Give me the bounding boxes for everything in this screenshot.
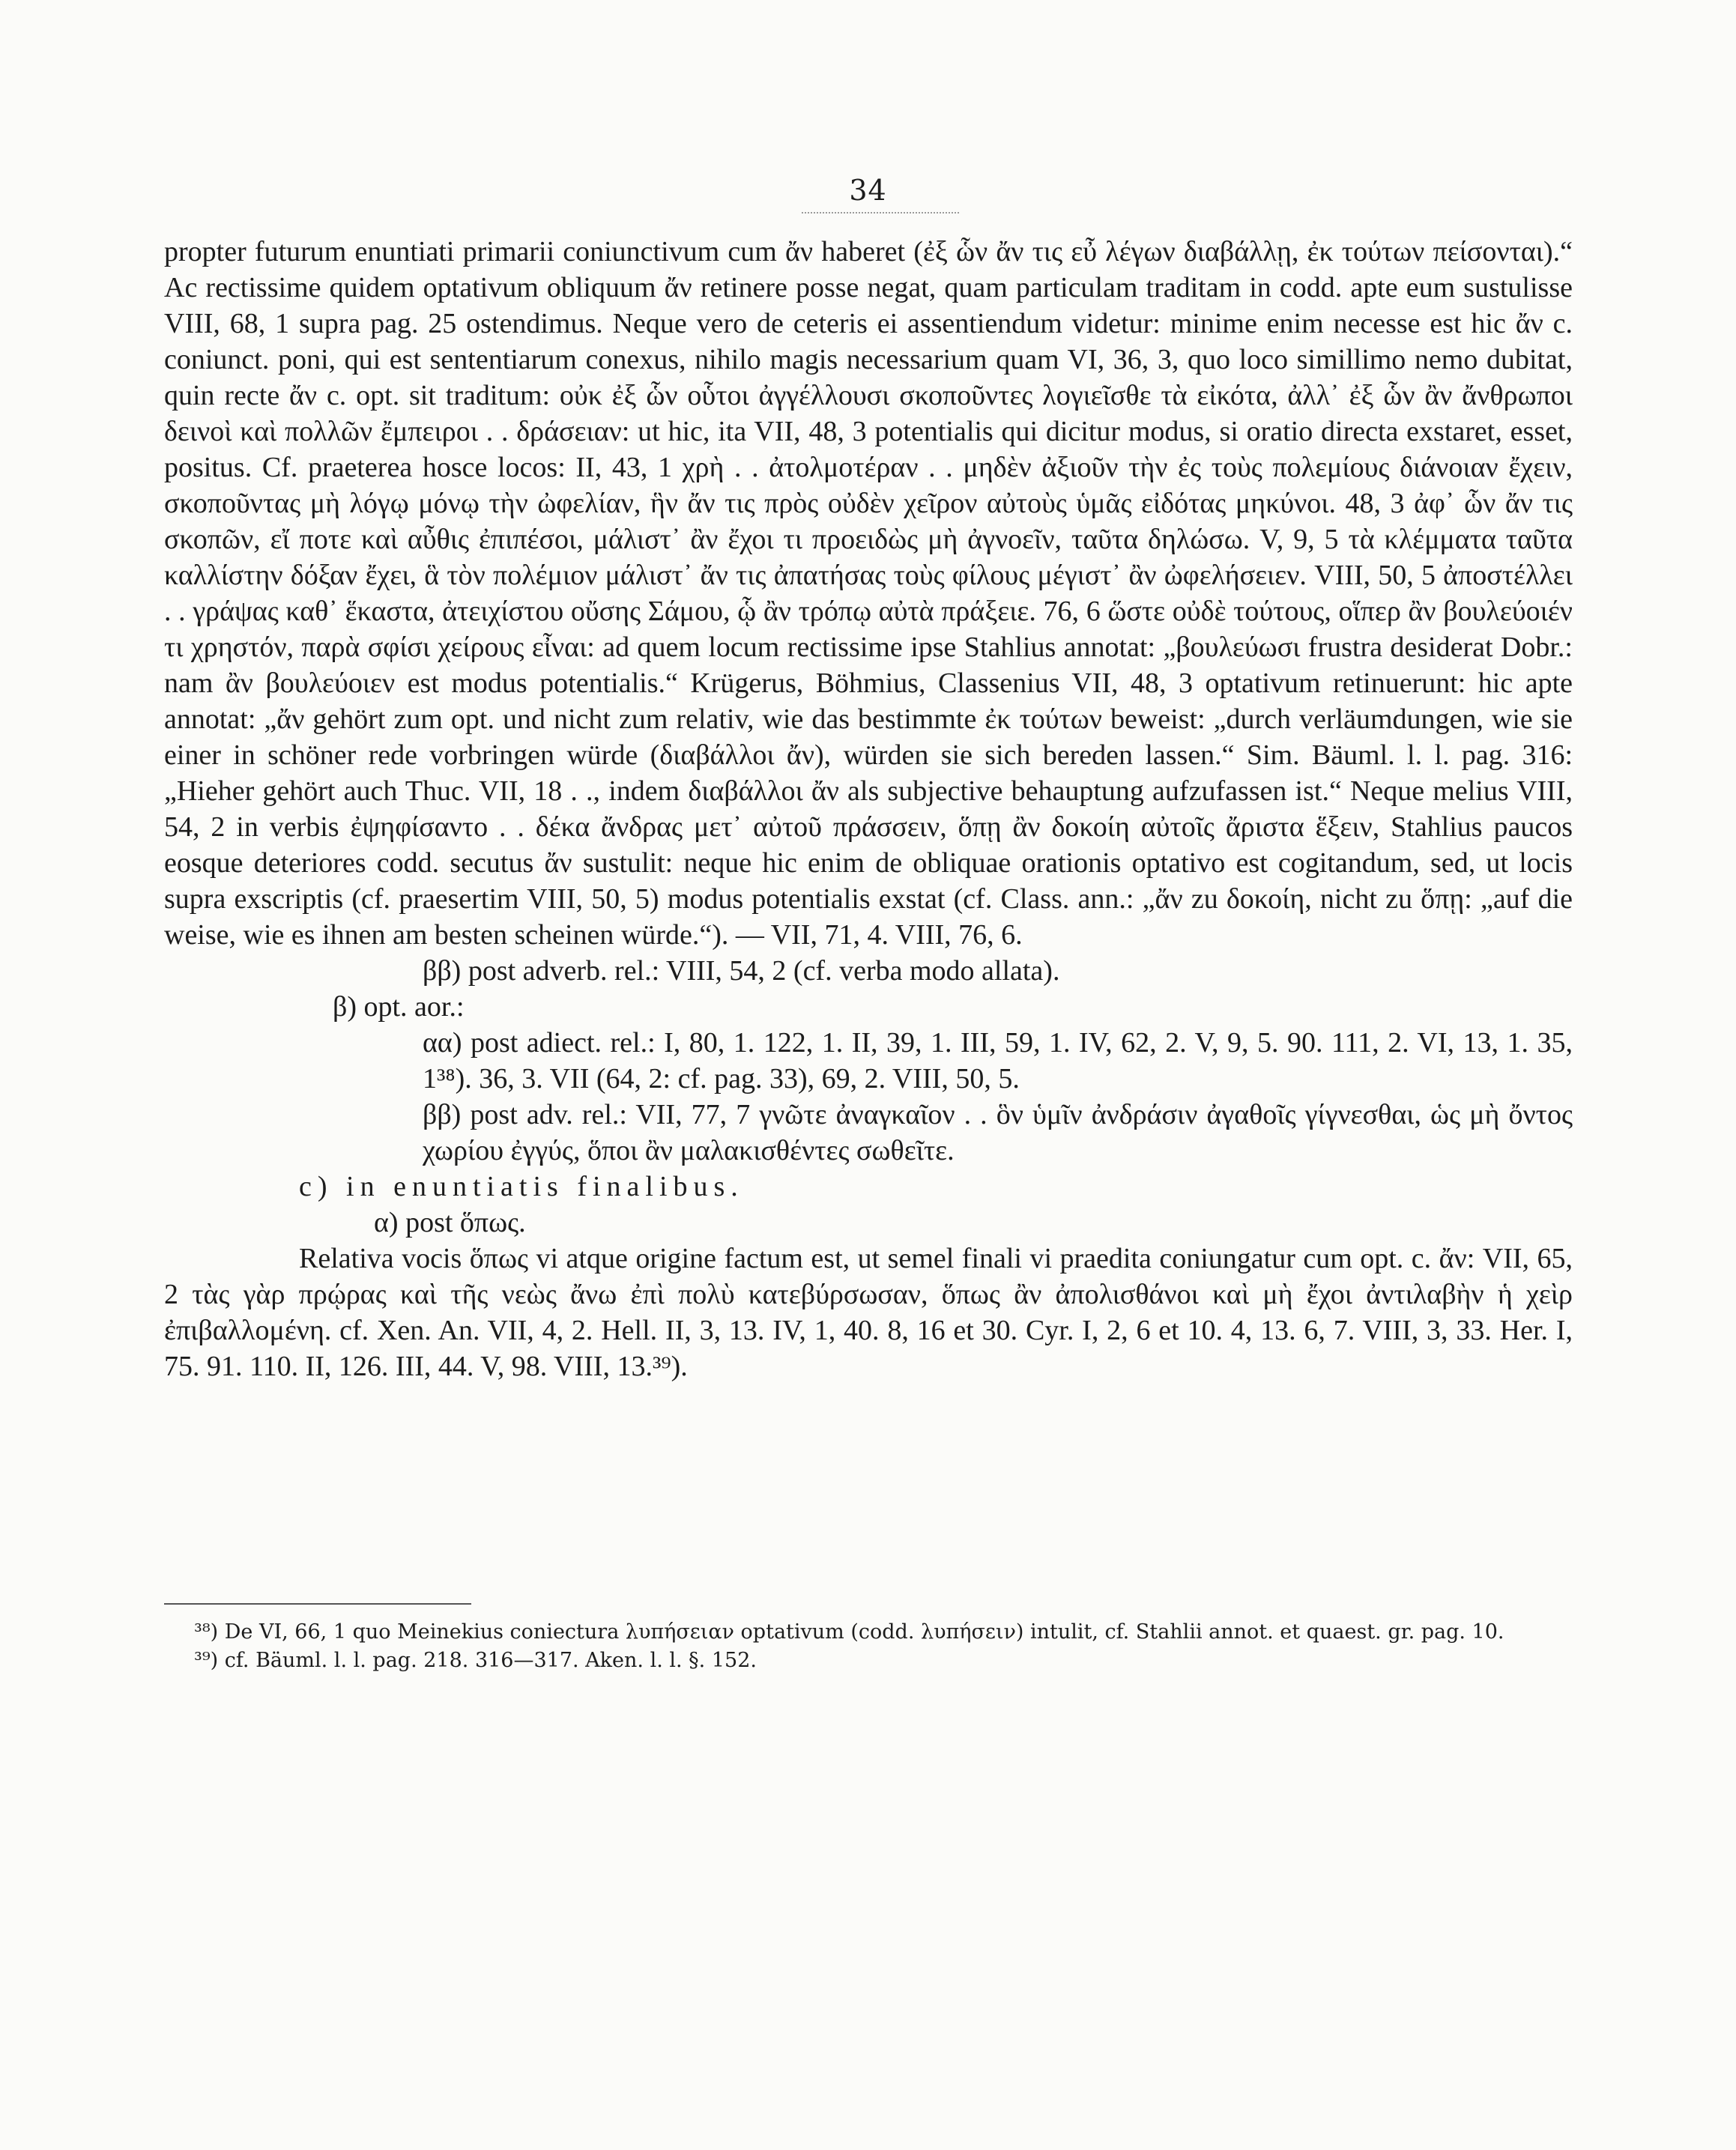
- list-item-b-opt-aor: β) opt. aor.:: [333, 991, 465, 1023]
- paragraph-main: propter futurum enuntiati primarii coniunctivum cum ἄν haberet (ἐξ ὧν ἄν τις εὖ λέγων διαβάλλῃ, ἐκ τούτων πείσονται).“ Ac rectissime quidem optativum obliquum ἄν retinere posse negat, quam particulam traditam in codd. apte eum sustulisse VIII, 68, 1 supra pag. 25 ostendimus. Neque vero de ceteris ei assentiendum videtur: minime enim necesse est hic ἄν c. coniunct. poni, qui est sententiarum conexus, nihilo magis necessarium quam VI, 36, 3, quo loco simillimo nemo dubitat, quin recte ἄν c. opt. sit traditum: οὐκ ἐξ ὧν οὗτοι ἀγγέλλουσι σκοποῦντες λογιεῖσθε τὰ εἰκότα, ἀλλ᾽ ἐξ ὧν ἂν ἄνθρωποι δεινοὶ καὶ πολλῶν ἔμπειροι . . δράσειαν: ut hic, ita VII, 48, 3 potentialis qui dicitur modus, si oratio directa exstaret, esset, positus. Cf. praeterea hosce locos: II, 43, 1 χρὴ . . ἀτολμοτέραν . . μηδὲν ἀξιοῦν τὴν ἐς τοὺς πολεμίους διάνοιαν ἔχειν, σκοποῦντας μὴ λόγῳ μόνῳ τὴν ὠφελίαν, ἣν ἄν τις πρὸς οὐδὲν χεῖρον αὐτοὺς ὑμᾶς εἰδότας μηκύνοι. 48, 3 ἀφ᾽ ὧν ἄν τις σκοπῶν, εἴ ποτε καὶ αὖθις ἐπιπέσοι, μάλιστ᾽ ἂν ἔχοι τι προειδὼς μὴ ἀγνοεῖν, ταῦτα δηλώσω. V, 9, 5 τὰ κλέμματα ταῦτα καλλίστην δόξαν ἔχει, ἃ τὸν πολέμιον μάλιστ᾽ ἄν τις ἀπατήσας τοὺς φίλους μέγιστ᾽ ἂν ὠφελήσειεν. VIII, 50, 5 ἀποστέλλει . . γράψας καθ᾽ ἕκαστα, ἀτειχίστου οὔσης Σάμου, ᾧ ἂν τρόπῳ αὐτὰ πράξειε. 76, 6 ὥστε οὐδὲ τούτους, οἵπερ ἂν βουλεύοιέν τι χρηστόν, παρὰ σφίσι χείρους εἶναι: ad quem locum rectissime ipse Stahlius annotat: „βουλεύωσι frustra desiderat Dobr.: nam ἂν βουλεύοιεν est modus potentialis.“ Krügerus, Böhmius, Classenius VII, 48, 3 optativum retinuerunt: hic apte annotat: „ἄν gehört zum opt. und nicht zum relativ, wie das bestimmte ἐκ τούτων beweist: „durch verläumdungen, wie sie einer in schöner rede vorbringen würde (διαβάλλοι ἄν), würden sie sich bereden lassen.“ Sim. Bäuml. l. l. pag. 316: „Hieher gehört auch Thuc. VII, 18 . ., indem διαβάλλοι ἄν als subjective behauptung aufzufassen ist.“ Neque melius VIII, 54, 2 in verbis ἐψηφίσαντο . . δέκα ἄνδρας μετ᾽ αὐτοῦ πράσσειν, ὅπῃ ἂν δοκοίη αὐτοῖς ἄριστα ἕξειν, Stahlius paucos eosque deteriores codd. secutus ἄν sustulit: neque hic enim de obliquae orationis optativo est cogitandum, sed, ut locis supra exscriptis (cf. praesertim VIII, 50, 5) modus potentialis exstat (cf. Class. ann.: „ἄν zu δοκοίη, nicht zu ὅπῃ: „auf die weise, wie es ihnen am besten scheinen würde.“). — VII, 71, 4. VIII, 76, 6.: [164, 236, 1573, 951]
- list-item-bb-adv: ββ) post adv. rel.: VII, 77, 7 γνῶτε ἀναγκαῖον . . ὃν ὑμῖν ἀνδράσιν ἀγαθοῖς γίγνεσθαι, ὡς μὴ ὄντος χωρίου ἐγγύς, ὅποι ἂν μαλακισθέντες σωθεῖτε.: [423, 1099, 1573, 1166]
- list-item-aa-adiect: αα) post adiect. rel.: I, 80, 1. 122, 1. II, 39, 1. III, 59, 1. IV, 62, 2. V, 9, 5. 90. 111, 2. VI, 13, 1. 35, 1³⁸). 36, 3. VII (64, 2: cf. pag. 33), 69, 2. VIII, 50, 5.: [423, 1027, 1573, 1094]
- page-number: 34: [849, 174, 887, 207]
- paragraph-relativa: Relativa vocis ὅπως vi atque origine factum est, ut semel finali vi praedita coniungatur cum opt. c. ἄν: VII, 65, 2 τὰς γὰρ πρῴρας καὶ τῆς νεὼς ἄνω ἐπὶ πολὺ κατεβύρσωσαν, ὅπως ἂν ἀπολισθάνοι καὶ μὴ ἔχοι ἀντιλαβὴν ἡ χεὶρ ἐπιβαλλομένη. cf. Xen. An. VII, 4, 2. Hell. II, 3, 13. IV, 1, 40. 8, 16 et 30. Cyr. I, 2, 6 et 10. 4, 13. 6, 7. VIII, 3, 33. Her. I, 75. 91. 110. II, 126. III, 44. V, 98. VIII, 13.³⁹).: [164, 1243, 1573, 1382]
- section-heading-finalibus: c) in enuntiatis finalibus.: [299, 1171, 744, 1202]
- list-item-bb-adverb: ββ) post adverb. rel.: VIII, 54, 2 (cf. verba modo allata).: [423, 955, 1060, 987]
- footnotes: [164, 1618, 1573, 1675]
- main-text: [164, 234, 1573, 1384]
- footnote-divider: [164, 1603, 471, 1605]
- page-number-underline: [802, 212, 959, 214]
- subheading-post-hopos: α) post ὅπως.: [374, 1207, 526, 1238]
- footnote-38: ³⁸) De VI, 66, 1 quo Meinekius coniectura λυπήσειαν optativum (codd. λυπήσειν) intulit, cf. Stahlii annot. et quaest. gr. pag. 10.: [194, 1620, 1504, 1644]
- footnote-39: ³⁹) cf. Bäuml. l. l. pag. 218. 316—317. Aken. l. l. §. 152.: [194, 1649, 757, 1672]
